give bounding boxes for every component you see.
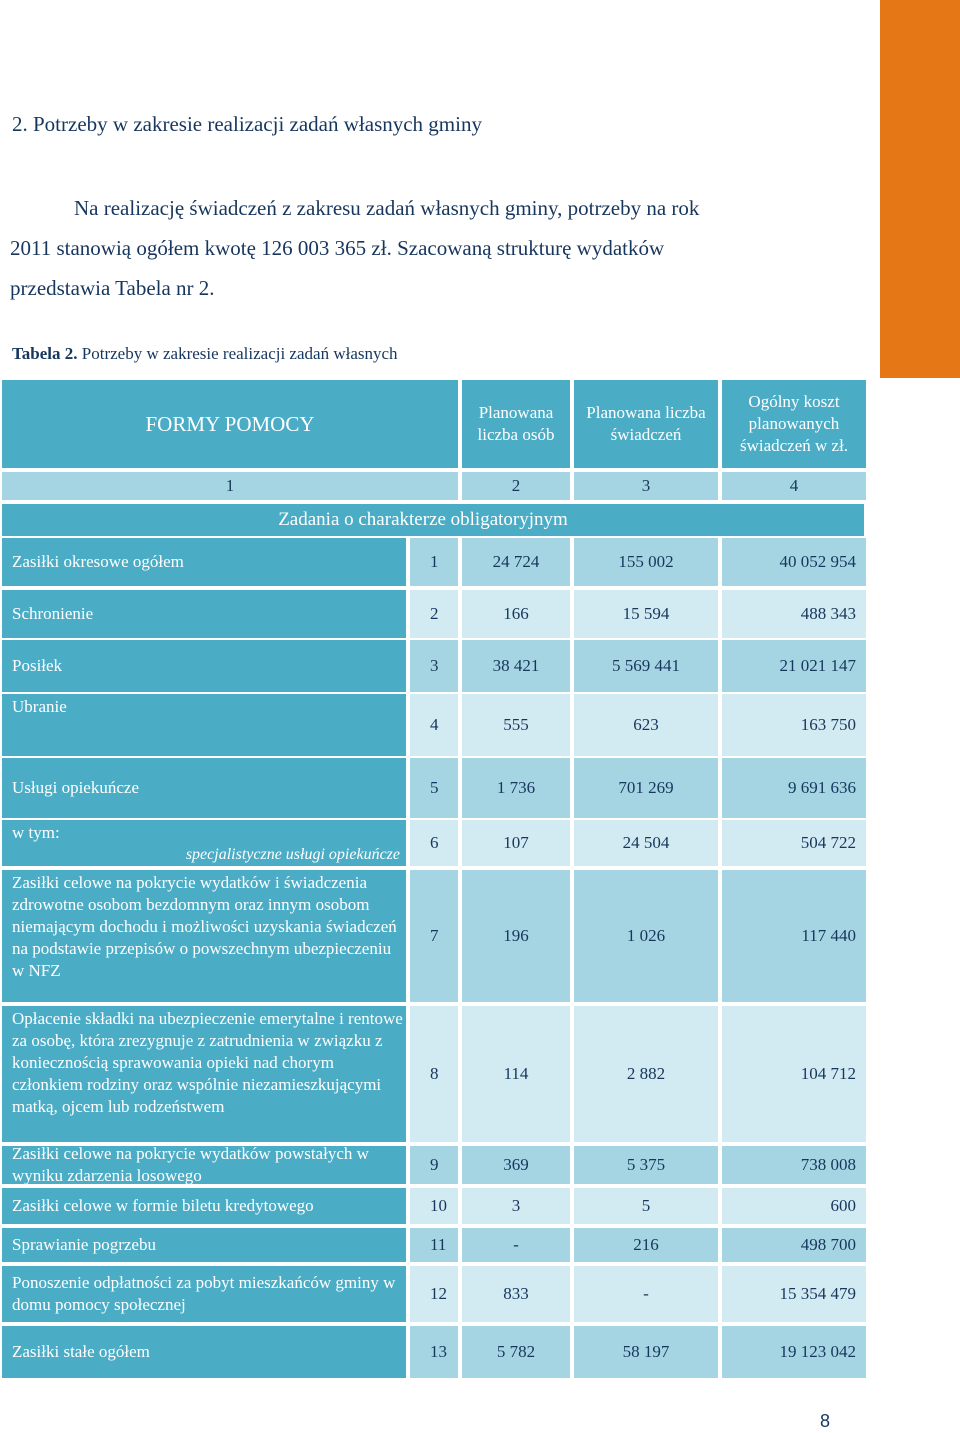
cell-benefits: 5 bbox=[574, 1188, 718, 1224]
cell-persons: 166 bbox=[462, 590, 570, 638]
column-number: 3 bbox=[574, 472, 718, 500]
paragraph-line: przedstawia Tabela nr 2. bbox=[10, 276, 215, 300]
cell-benefits: 2 882 bbox=[574, 1006, 718, 1142]
cell-benefits: 1 026 bbox=[574, 870, 718, 1002]
header-persons: Planowana liczba osób bbox=[462, 380, 570, 468]
cell-no: 4 bbox=[410, 694, 458, 756]
cell-cost: 15 354 479 bbox=[722, 1266, 866, 1322]
cell-benefits: 15 594 bbox=[574, 590, 718, 638]
row-label: Zasiłki celowe na pokrycie wydatków powstałych w wyniku zdarzenia losowego bbox=[2, 1146, 406, 1184]
row-label: Opłacenie składki na ubezpieczenie emerytalne i rentowe za osobę, która zrezygnuje z zatrudnienia w związku z koniecznością sprawowania opieki nad chorym członkiem rodziny oraz wspólnie niezamieszkującymi matką, ojcem lub rodzeństwem bbox=[2, 1006, 406, 1142]
cell-persons: 107 bbox=[462, 820, 570, 866]
cell-no: 10 bbox=[410, 1188, 458, 1224]
cell-no: 6 bbox=[410, 820, 458, 866]
row-label: Ponoszenie odpłatności za pobyt mieszkańców gminy w domu pomocy społecznej bbox=[2, 1266, 406, 1322]
table-caption bbox=[12, 344, 398, 364]
cell-benefits: 216 bbox=[574, 1228, 718, 1262]
row-label: Posiłek bbox=[2, 640, 406, 692]
row-label: Sprawianie pogrzebu bbox=[2, 1228, 406, 1262]
cell-persons: 369 bbox=[462, 1146, 570, 1184]
cell-no: 8 bbox=[410, 1006, 458, 1142]
cell-benefits: 58 197 bbox=[574, 1326, 718, 1378]
page-number: 8 bbox=[820, 1411, 831, 1431]
paragraph-line: Na realizację świadczeń z zakresu zadań własnych gminy, potrzeby na rok bbox=[74, 196, 700, 220]
cell-cost: 9 691 636 bbox=[722, 758, 866, 818]
header-forms: FORMY POMOCY bbox=[2, 380, 458, 468]
cell-persons: 196 bbox=[462, 870, 570, 1002]
cell-benefits: - bbox=[574, 1266, 718, 1322]
row-label: Zasiłki okresowe ogółem bbox=[2, 538, 406, 586]
cell-no: 5 bbox=[410, 758, 458, 818]
cell-persons: - bbox=[462, 1228, 570, 1262]
cell-persons: 3 bbox=[462, 1188, 570, 1224]
cell-cost: 19 123 042 bbox=[722, 1326, 866, 1378]
row-label: Usługi opiekuńcze bbox=[2, 758, 406, 818]
row-label bbox=[2, 820, 406, 866]
cell-benefits: 5 375 bbox=[574, 1146, 718, 1184]
row-label: Zasiłki celowe na pokrycie wydatków i świadczenia zdrowotne osobom bezdomnym oraz innym osobom niemającym dochodu i możliwości uzyskania świadczeń na podstawie przepisów o powszechnym ubezpieczeniu w NFZ bbox=[2, 870, 406, 1002]
cell-no: 13 bbox=[410, 1326, 458, 1378]
section-heading: 2. Potrzeby w zakresie realizacji zadań własnych gminy bbox=[12, 112, 482, 136]
header-cost: Ogólny koszt planowanych świadczeń w zł. bbox=[722, 380, 866, 468]
cell-cost: 40 052 954 bbox=[722, 538, 866, 586]
cell-no: 1 bbox=[410, 538, 458, 586]
orange-corner-tab bbox=[880, 0, 960, 378]
cell-cost: 498 700 bbox=[722, 1228, 866, 1262]
caption-label: Tabela 2. bbox=[12, 344, 78, 363]
cell-benefits: 623 bbox=[574, 694, 718, 756]
column-number: 2 bbox=[462, 472, 570, 500]
cell-cost: 117 440 bbox=[722, 870, 866, 1002]
cell-cost: 21 021 147 bbox=[722, 640, 866, 692]
paragraph-line: 2011 stanowią ogółem kwotę 126 003 365 zł. Szacowaną strukturę wydatków bbox=[10, 236, 665, 260]
cell-cost: 600 bbox=[722, 1188, 866, 1224]
cell-persons: 38 421 bbox=[462, 640, 570, 692]
cell-benefits: 155 002 bbox=[574, 538, 718, 586]
cell-persons: 5 782 bbox=[462, 1326, 570, 1378]
cell-no: 9 bbox=[410, 1146, 458, 1184]
header-benefits: Planowana liczba świadczeń bbox=[574, 380, 718, 468]
column-number: 4 bbox=[722, 472, 866, 500]
cell-cost: 104 712 bbox=[722, 1006, 866, 1142]
row-label-text: w tym: bbox=[12, 823, 60, 842]
column-number: 1 bbox=[2, 472, 458, 500]
cell-benefits: 24 504 bbox=[574, 820, 718, 866]
row-label: Zasiłki celowe w formie biletu kredytowego bbox=[2, 1188, 406, 1224]
cell-benefits: 5 569 441 bbox=[574, 640, 718, 692]
cell-cost: 488 343 bbox=[722, 590, 866, 638]
row-label: Ubranie bbox=[2, 694, 406, 756]
cell-persons: 1 736 bbox=[462, 758, 570, 818]
cell-no: 7 bbox=[410, 870, 458, 1002]
cell-cost: 738 008 bbox=[722, 1146, 866, 1184]
cell-persons: 833 bbox=[462, 1266, 570, 1322]
cell-persons: 24 724 bbox=[462, 538, 570, 586]
cell-no: 12 bbox=[410, 1266, 458, 1322]
cell-cost: 163 750 bbox=[722, 694, 866, 756]
cell-persons: 114 bbox=[462, 1006, 570, 1142]
intro-paragraph bbox=[10, 188, 832, 308]
row-label: Schronienie bbox=[2, 590, 406, 638]
cell-no: 3 bbox=[410, 640, 458, 692]
cell-no: 2 bbox=[410, 590, 458, 638]
section-row: Zadania o charakterze obligatoryjnym bbox=[2, 504, 864, 536]
cell-benefits: 701 269 bbox=[574, 758, 718, 818]
cell-no: 11 bbox=[410, 1228, 458, 1262]
row-label: Zasiłki stałe ogółem bbox=[2, 1326, 406, 1378]
cell-persons: 555 bbox=[462, 694, 570, 756]
row-sublabel: specjalistyczne usługi opiekuńcze bbox=[185, 846, 400, 863]
cell-cost: 504 722 bbox=[722, 820, 866, 866]
caption-text: Potrzeby w zakresie realizacji zadań własnych bbox=[77, 344, 398, 363]
